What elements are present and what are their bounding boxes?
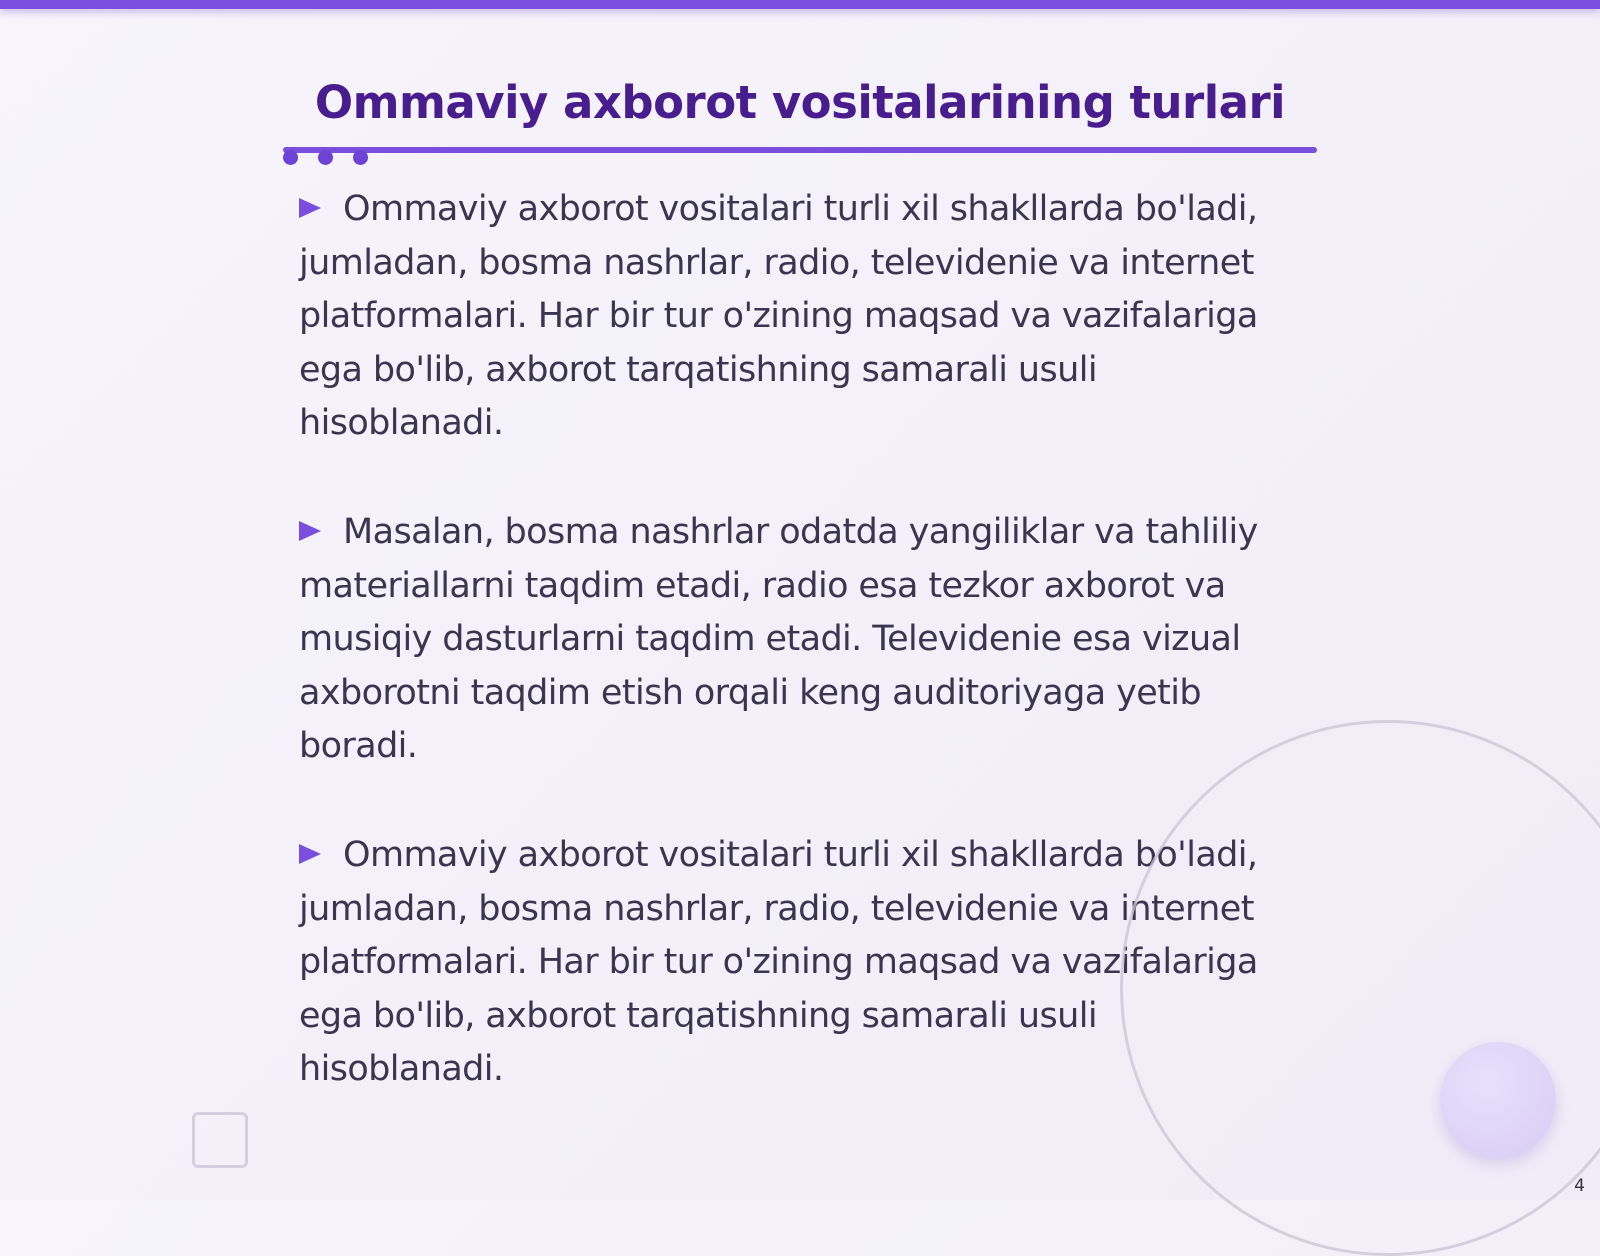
- top-accent-bar: [0, 0, 1600, 9]
- slide-title: Ommaviy axborot vositalarining turlari: [314, 76, 1286, 129]
- paragraph-text: Ommaviy axborot vositalari turli xil shakllarda bo'ladi, jumladan, bosma nashrlar, radio, televidenie va internet platformalari. Har bir tur o'zining maqsad va vazifalariga ega bo'lib, axborot tarqatishning samarali usuli hisoblanadi.: [299, 834, 1258, 1090]
- bullet-paragraph: [299, 183, 1309, 451]
- bullet-paragraph: [299, 506, 1309, 774]
- dot-icon: [318, 150, 333, 165]
- paragraph-text: Masalan, bosma nashrlar odatda yangiliklar va tahliliy materiallarni taqdim etadi, radio esa tezkor axborot va musiqiy dasturlarni taqdim etadi. Televidenie esa vizual axborotni taqdim etish orqali keng auditoriyaga yetib boradi.: [299, 511, 1258, 767]
- title-dots-decoration: [283, 150, 373, 168]
- page-number: 4: [1574, 1176, 1585, 1196]
- title-underline: [283, 147, 1317, 153]
- dot-icon: [353, 150, 368, 165]
- triangle-bullet-icon: [299, 521, 321, 541]
- paragraph-text: Ommaviy axborot vositalari turli xil shakllarda bo'ladi, jumladan, bosma nashrlar, radio, televidenie va internet platformalari. Har bir tur o'zining maqsad va vazifalariga ega bo'lib, axborot tarqatishning samarali usuli hisoblanadi.: [299, 189, 1258, 444]
- triangle-bullet-icon: [299, 844, 321, 864]
- dot-icon: [283, 150, 298, 165]
- decorative-square: [192, 1112, 248, 1168]
- decorative-circle: [1440, 1042, 1556, 1158]
- triangle-bullet-icon: [299, 198, 321, 218]
